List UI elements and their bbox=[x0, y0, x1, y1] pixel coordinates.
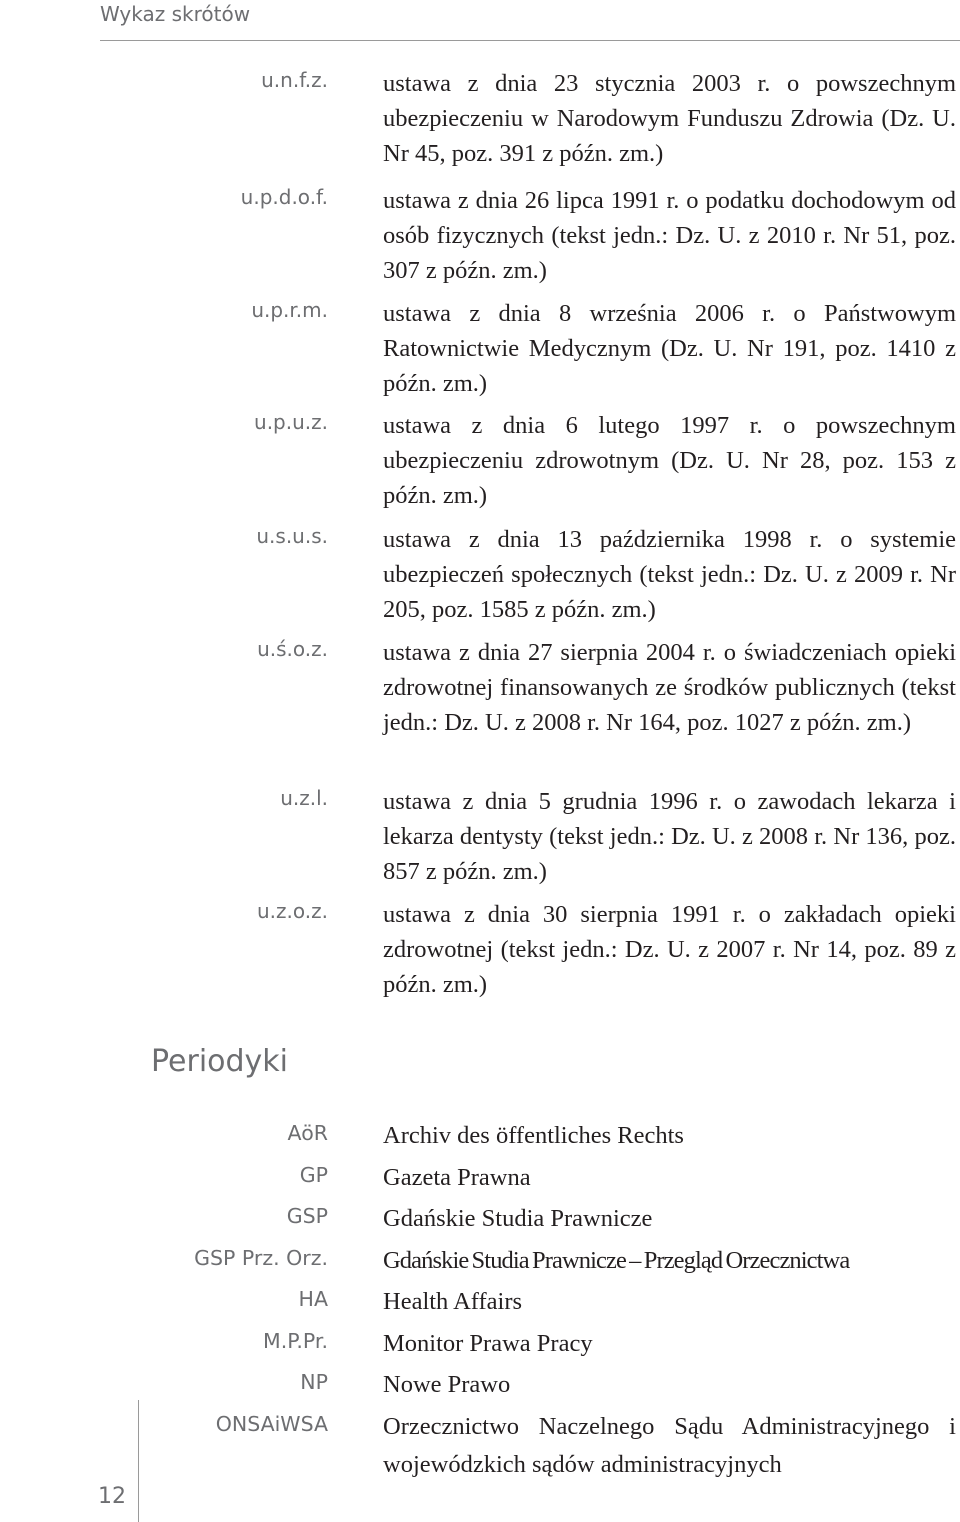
periodical-abbreviation: GSP bbox=[286, 1204, 328, 1228]
periodical-title: Orzecznictwo Naczelnego Sądu Administracyjnego i wojewódzkich sądów administracyjnych bbox=[383, 1412, 956, 1478]
abbreviation-list bbox=[0, 66, 960, 1007]
periodical-entry bbox=[0, 1408, 960, 1488]
periodical-abbreviation: HA bbox=[298, 1287, 328, 1311]
abbreviation-definition: ustawa z dnia 26 lipca 1991 r. o podatku dochodowym od osób fizycznych (tekst jedn.: Dz. U. z 2010 r. Nr 51, poz. 307 z późn. zm.) bbox=[383, 187, 956, 284]
abbreviation-entry bbox=[0, 522, 960, 635]
periodical-entry bbox=[0, 1200, 960, 1242]
periodical-abbreviation: GSP Prz. Orz. bbox=[194, 1245, 328, 1270]
abbreviation-entry bbox=[0, 296, 960, 408]
abbreviation-term: u.p.r.m. bbox=[251, 298, 328, 322]
periodical-abbreviation: GP bbox=[299, 1162, 328, 1187]
abbreviation-entry bbox=[0, 635, 960, 784]
periodical-title: Archiv des öffentliches Rechts bbox=[383, 1122, 684, 1149]
abbreviation-term: u.z.o.z. bbox=[257, 899, 328, 923]
page-number-rule bbox=[138, 1400, 139, 1522]
abbreviation-definition: ustawa z dnia 8 września 2006 r. o Państwowym Ratownictwie Medycznym (Dz. U. Nr 191, poz. 1410 z późn. zm.) bbox=[383, 300, 956, 397]
periodical-entry bbox=[0, 1366, 960, 1408]
periodical-abbreviation: M.P.Pr. bbox=[263, 1328, 328, 1353]
running-header bbox=[100, 0, 960, 41]
periodical-entry bbox=[0, 1117, 960, 1159]
abbreviation-definition: ustawa z dnia 13 października 1998 r. o systemie ubezpieczeń społecznych (tekst jedn.: Dz. U. z 2009 r. Nr 205, poz. 1585 z późn. zm.) bbox=[383, 526, 956, 623]
abbreviation-definition: ustawa z dnia 27 sierpnia 2004 r. o świadczeniach opieki zdrowotnej finansowanych ze środków publicznych (tekst jedn.: Dz. U. z 2008 r. Nr 164, poz. 1027 z późn. zm.) bbox=[383, 639, 956, 736]
abbreviation-definition: ustawa z dnia 23 stycznia 2003 r. o powszechnym ubezpieczeniu w Narodowym Funduszu Zdrowia (Dz. U. Nr 45, poz. 391 z późn. zm.) bbox=[383, 70, 956, 167]
abbreviation-entry bbox=[0, 784, 960, 897]
abbreviation-entry bbox=[0, 183, 960, 296]
header-title: Wykaz skrótów bbox=[100, 2, 251, 26]
abbreviation-entry bbox=[0, 66, 960, 183]
periodical-abbreviation: NP bbox=[300, 1370, 328, 1394]
abbreviation-definition: ustawa z dnia 5 grudnia 1996 r. o zawodach lekarza i lekarza dentysty (tekst jedn.: Dz. U. z 2008 r. Nr 136, poz. 857 z późn. zm.) bbox=[383, 788, 956, 885]
periodical-title: Health Affairs bbox=[383, 1288, 523, 1315]
periodical-abbreviation: AöR bbox=[287, 1121, 328, 1145]
abbreviation-entry bbox=[0, 408, 960, 522]
periodicals-heading: Periodyki bbox=[151, 1044, 289, 1079]
abbreviation-term: u.z.l. bbox=[280, 786, 328, 810]
periodical-title: Gdańskie Studia Prawnicze – Przegląd Orzecznictwa bbox=[383, 1246, 850, 1274]
abbreviation-definition: ustawa z dnia 6 lutego 1997 r. o powszechnym ubezpieczeniu zdrowotnym (Dz. U. Nr 28, poz. 153 z późn. zm.) bbox=[383, 412, 956, 509]
periodical-title: Monitor Prawa Pracy bbox=[383, 1329, 593, 1357]
abbreviation-term: u.p.u.z. bbox=[254, 410, 328, 434]
periodical-entry bbox=[0, 1159, 960, 1201]
periodical-abbreviation: ONSAiWSA bbox=[215, 1411, 328, 1436]
abbreviation-entry bbox=[0, 897, 960, 1007]
periodical-entry bbox=[0, 1325, 960, 1367]
periodical-title: Gdańskie Studia Prawnicze bbox=[383, 1205, 653, 1232]
abbreviation-term: u.ś.o.z. bbox=[257, 637, 328, 661]
abbreviation-term: u.p.d.o.f. bbox=[240, 185, 328, 209]
periodical-title: Nowe Prawo bbox=[383, 1371, 511, 1398]
abbreviation-term: u.s.u.s. bbox=[256, 524, 328, 548]
abbreviation-definition: ustawa z dnia 30 sierpnia 1991 r. o zakładach opieki zdrowotnej (tekst jedn.: Dz. U. z 2007 r. Nr 14, poz. 89 z późn. zm.) bbox=[383, 901, 956, 998]
periodical-title: Gazeta Prawna bbox=[383, 1163, 531, 1191]
periodical-entry bbox=[0, 1283, 960, 1325]
page-number: 12 bbox=[98, 1484, 126, 1509]
periodical-entry bbox=[0, 1242, 960, 1284]
abbreviation-term: u.n.f.z. bbox=[261, 68, 328, 92]
periodicals-list bbox=[0, 1117, 960, 1488]
